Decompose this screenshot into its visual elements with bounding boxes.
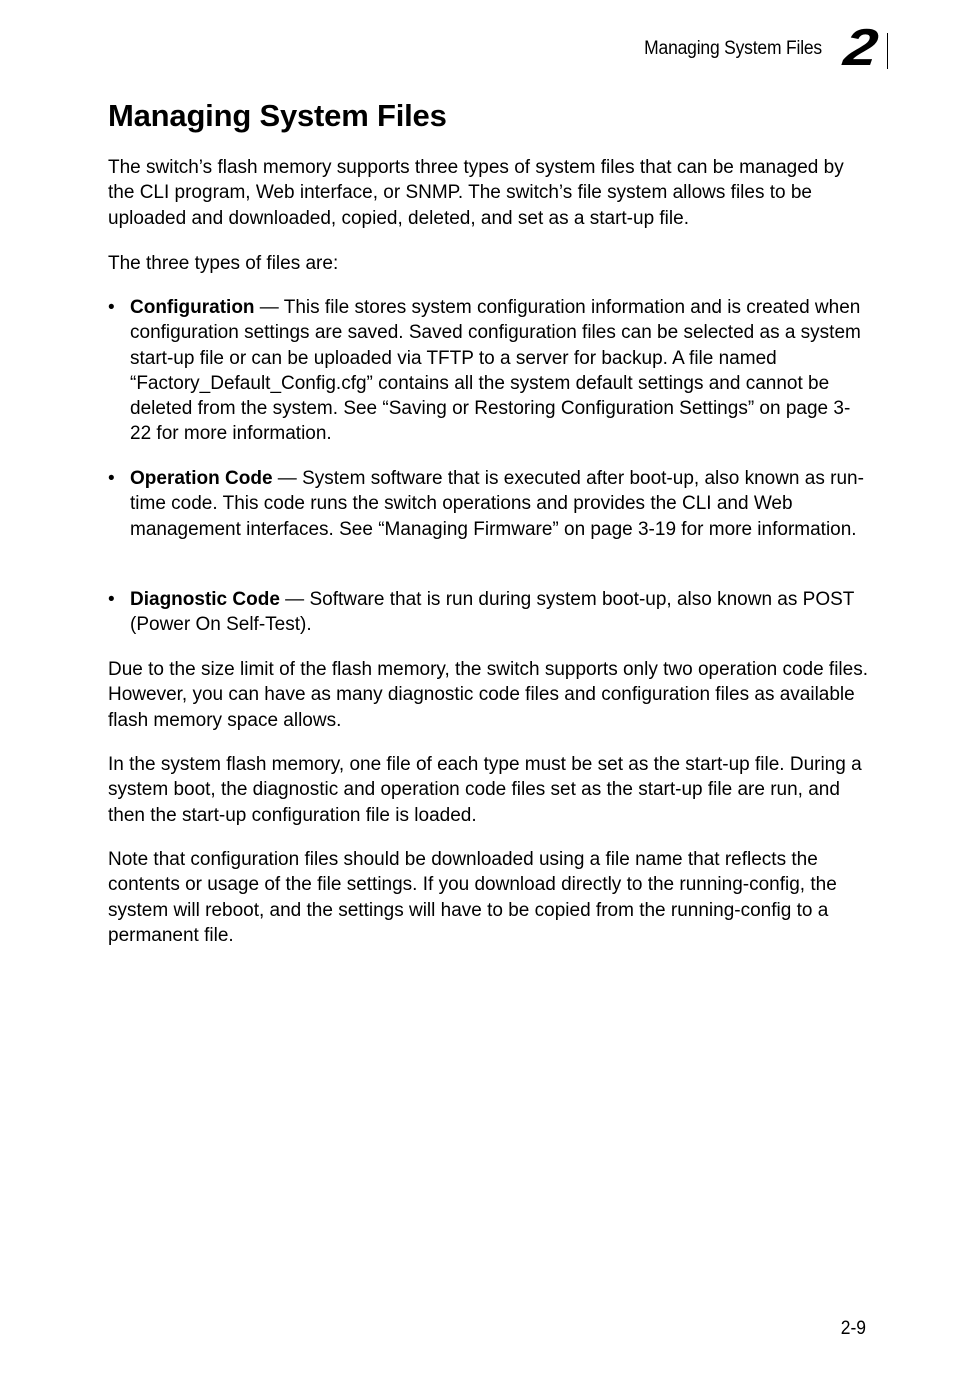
bullet-icon: • xyxy=(108,297,115,318)
bullet-description: — Software that is run during system boot-up, also known as POST (Power On Self-Test). xyxy=(130,589,855,636)
page-number: 2-9 xyxy=(840,1318,866,1339)
body-paragraph: In the system flash memory, one file of each type must be set as the start-up file. During a system boot, the diagnostic and operation code files set as the start-up file are run, and then the start-up configuration file is loaded. xyxy=(108,754,862,826)
intro-paragraph: The switch’s flash memory supports three types of system files that can be managed by the CLI program, Web interface, or SNMP. The switch’s file system allows files to be uploaded and downloaded, copied, deleted, and set as a start-up file. xyxy=(108,157,844,229)
bullet-description: — System software that is executed after boot-up, also known as run-time code. This code runs the switch operations and provides the CLI and Web management interfaces. See “Managing Firmware” on page 3-19 for more information. xyxy=(130,468,864,540)
bullet-item-diagnostic-code xyxy=(108,587,868,638)
bullet-item-operation-code xyxy=(108,466,868,542)
bullet-description: — This file stores system configuration information and is created when configuration settings are saved. Saved configuration files can be selected as a system start-up file or can be uploaded via TFTP to a server for backup. A file named “Factory_Default_Config.cfg” contains all the system default settings and cannot be deleted from the system. See “Saving or Restoring Configuration Settings” on page 3-22 for more information. xyxy=(130,297,861,445)
running-header-title: Managing System Files xyxy=(644,38,822,59)
bullet-term: Diagnostic Code xyxy=(130,589,280,610)
bullet-icon: • xyxy=(108,589,115,610)
bullet-term: Configuration xyxy=(130,297,255,318)
section-title: Managing System Files xyxy=(108,98,447,133)
body-paragraph: Note that configuration files should be downloaded using a file name that reflects the contents or usage of the file settings. If you download directly to the running-config, the system will reboot, and the settings will have to be copied from the running-config to a permanent file. xyxy=(108,849,837,946)
bullet-item-configuration xyxy=(108,295,868,447)
chapter-divider xyxy=(887,33,888,69)
lead-in-paragraph: The three types of files are: xyxy=(108,253,339,274)
chapter-number: 2 xyxy=(840,19,882,77)
body-paragraph: Due to the size limit of the flash memory, the switch supports only two operation code files. However, you can have as many diagnostic code files and configuration files as available flash memory space allows. xyxy=(108,659,868,731)
bullet-icon: • xyxy=(108,468,115,489)
bullet-term: Operation Code xyxy=(130,468,273,489)
